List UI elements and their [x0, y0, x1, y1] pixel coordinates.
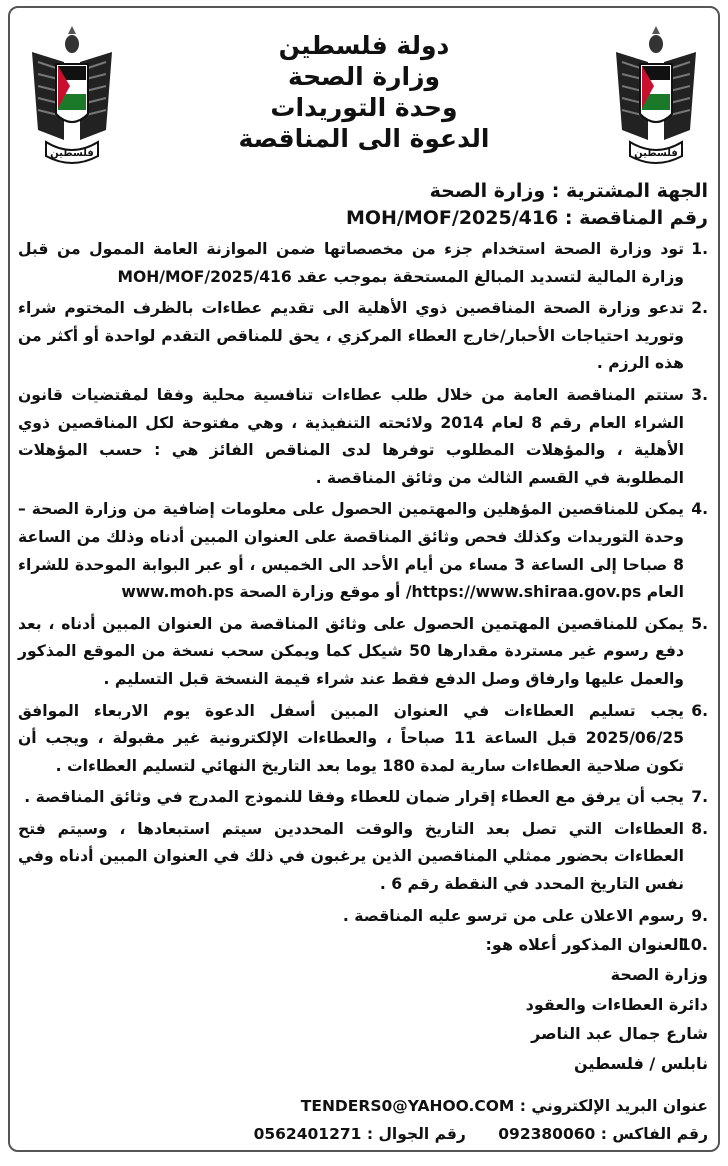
address-title-text: العنوان المذكور أعلاه هو: [485, 935, 684, 954]
clause-list [18, 236, 708, 934]
clause-item [18, 611, 708, 694]
notice-title: الدعوة الى المناقصة [238, 124, 490, 153]
clause-text: العطاءات التي تصل بعد التاريخ والوقت المحددين سيتم استبعادها ، وسيتم فتح العطاءات بحضور ممثلي المناقصين الذين يرغبون في ذلك في العنوان المبين أدناه وفي نفس التاريخ المحدد في النقطة رقم 6 . [18, 819, 684, 894]
clause-item [18, 236, 708, 291]
clause-text: يمكن للمناقصين المؤهلين والمهتمين الحصول على معلومات إضافية من وزارة الصحة – وحدة التوريدات وكذلك فحص وثائق المناقصة على العنوان المبين أدناه وذلك من الساعة 8 صباحا إلى الساعة 3 مساء من أيام الأحد الى الخميس ، أو عبر البوابة الموحدة للشراء العام https://www.shiraa.gov.ps/ أو موقع وزارة الصحة www.moh.ps [18, 500, 684, 602]
clause-text: يجب تسليم العطاءات في العنوان المبين أسفل الدعوة يوم الاربعاء الموافق 2025/06/25 قبل الساعة 11 صباحاً ، والعطاءات الإلكترونية غير مقبولة ، ويجب أن تكون صلاحية العطاءات سارية لمدة 180 يوما بعد التاريخ النهائي لتسليم العطاءات . [18, 701, 684, 775]
fax-value: 092380060 [498, 1125, 596, 1143]
clause-number: .5 [691, 614, 708, 633]
phone-row [20, 1120, 708, 1148]
clause-number: .1 [691, 240, 708, 258]
clause-number: .4 [691, 500, 708, 519]
buyer-line: الجهة المشترية : وزارة الصحة [429, 180, 708, 202]
emblem-label: فلسطين [634, 148, 678, 159]
clause-number: .10 [679, 935, 708, 954]
clause-text: يجب أن يرفق مع العطاء إقرار ضمان للعطاء وفقا للنموذج المدرج في وثائق المناقصة . [24, 788, 684, 807]
clause-item [18, 496, 708, 606]
address-line: شارع جمال عبد الناصر [531, 1024, 708, 1044]
tender-meta [20, 178, 708, 232]
clause-item [18, 295, 708, 378]
emblem-left [24, 22, 120, 172]
contact-block [20, 1092, 708, 1148]
clause-number: .9 [691, 906, 708, 925]
address-title [20, 930, 708, 960]
tender-number: رقم المناقصة : MOH/MOF/2025/416 [345, 207, 708, 229]
state-name: دولة فلسطين [278, 31, 450, 60]
address-line: نابلس / فلسطين [574, 1054, 708, 1074]
clause-number: .6 [691, 701, 708, 720]
clause-item [18, 816, 708, 899]
email-value[interactable]: TENDERS0@YAHOO.COM [300, 1097, 515, 1115]
eagle-emblem-icon [608, 22, 704, 172]
address-line: دائرة العطاءات والعقود [525, 994, 708, 1014]
email-label: عنوان البريد الإلكتروني : [519, 1097, 708, 1115]
address-block [20, 930, 708, 1079]
clause-number: .2 [691, 299, 708, 318]
clause-text: تدعو وزارة الصحة المناقصين ذوي الأهلية الى تقديم عطاءات بالظرف المختوم شراء وتوريد احتياجات الأحبار/خارج العطاء المركزي ، يحق للمناقص التقدم لواحدة أو أكثر من هذه الرزم . [18, 299, 684, 373]
notice-header [170, 30, 558, 154]
email-row [20, 1092, 708, 1120]
eagle-emblem-icon [24, 22, 120, 172]
address-line: وزارة الصحة [610, 964, 708, 984]
clause-item [18, 382, 708, 492]
clause-text: رسوم الاعلان على من ترسو عليه المناقصة . [342, 906, 684, 925]
ministry-name: وزارة الصحة [287, 62, 441, 91]
clause-item [18, 698, 708, 781]
clause-item [18, 784, 708, 812]
clause-text: ستتم المناقصة العامة من خلال طلب عطاءات تنافسية محلية وفقا لمقتضيات قانون الشراء العام رقم 8 لعام 2014 ولائحته التنفيذية ، وهي مفتوحة لكل المناقصين ذوي الأهلية ، والمؤهلات المطلوب توفرها لدى المناقص الفائز هي : حسب المؤهلات المطلوبة في القسم الثالث من وثائق المناقصة . [18, 385, 685, 487]
mobile-label: رقم الجوال : [366, 1125, 466, 1143]
emblem-label: فلسطين [50, 148, 94, 159]
clause-text: تود وزارة الصحة استخدام جزء من مخصصاتها ضمن الموازنة العامة الممول من قبل وزارة المالية لتسديد المبالغ المستحقة بموجب عقد MOH/MOF/2025/416 [18, 240, 684, 286]
clause-number: .7 [691, 788, 708, 807]
clause-item [18, 903, 708, 931]
fax-label: رقم الفاكس : [600, 1125, 708, 1143]
clause-number: .8 [691, 819, 708, 838]
clause-number: .3 [691, 385, 708, 404]
unit-name: وحدة التوريدات [270, 93, 458, 122]
emblem-right [608, 22, 704, 172]
clause-text: يمكن للمناقصين المهتمين الحصول على وثائق المناقصة من العنوان المبين أدناه ، بعد دفع رسوم غير مستردة مقدارها 50 شيكل كما ويمكن سحب نسخة من الموقع المذكور والعمل عليها وارفاق وصل الدفع فقط عند شراء قيمة النسخة قبل التسليم . [18, 614, 684, 688]
mobile-value: 0562401271 [253, 1125, 362, 1143]
tender-notice [8, 6, 720, 1152]
